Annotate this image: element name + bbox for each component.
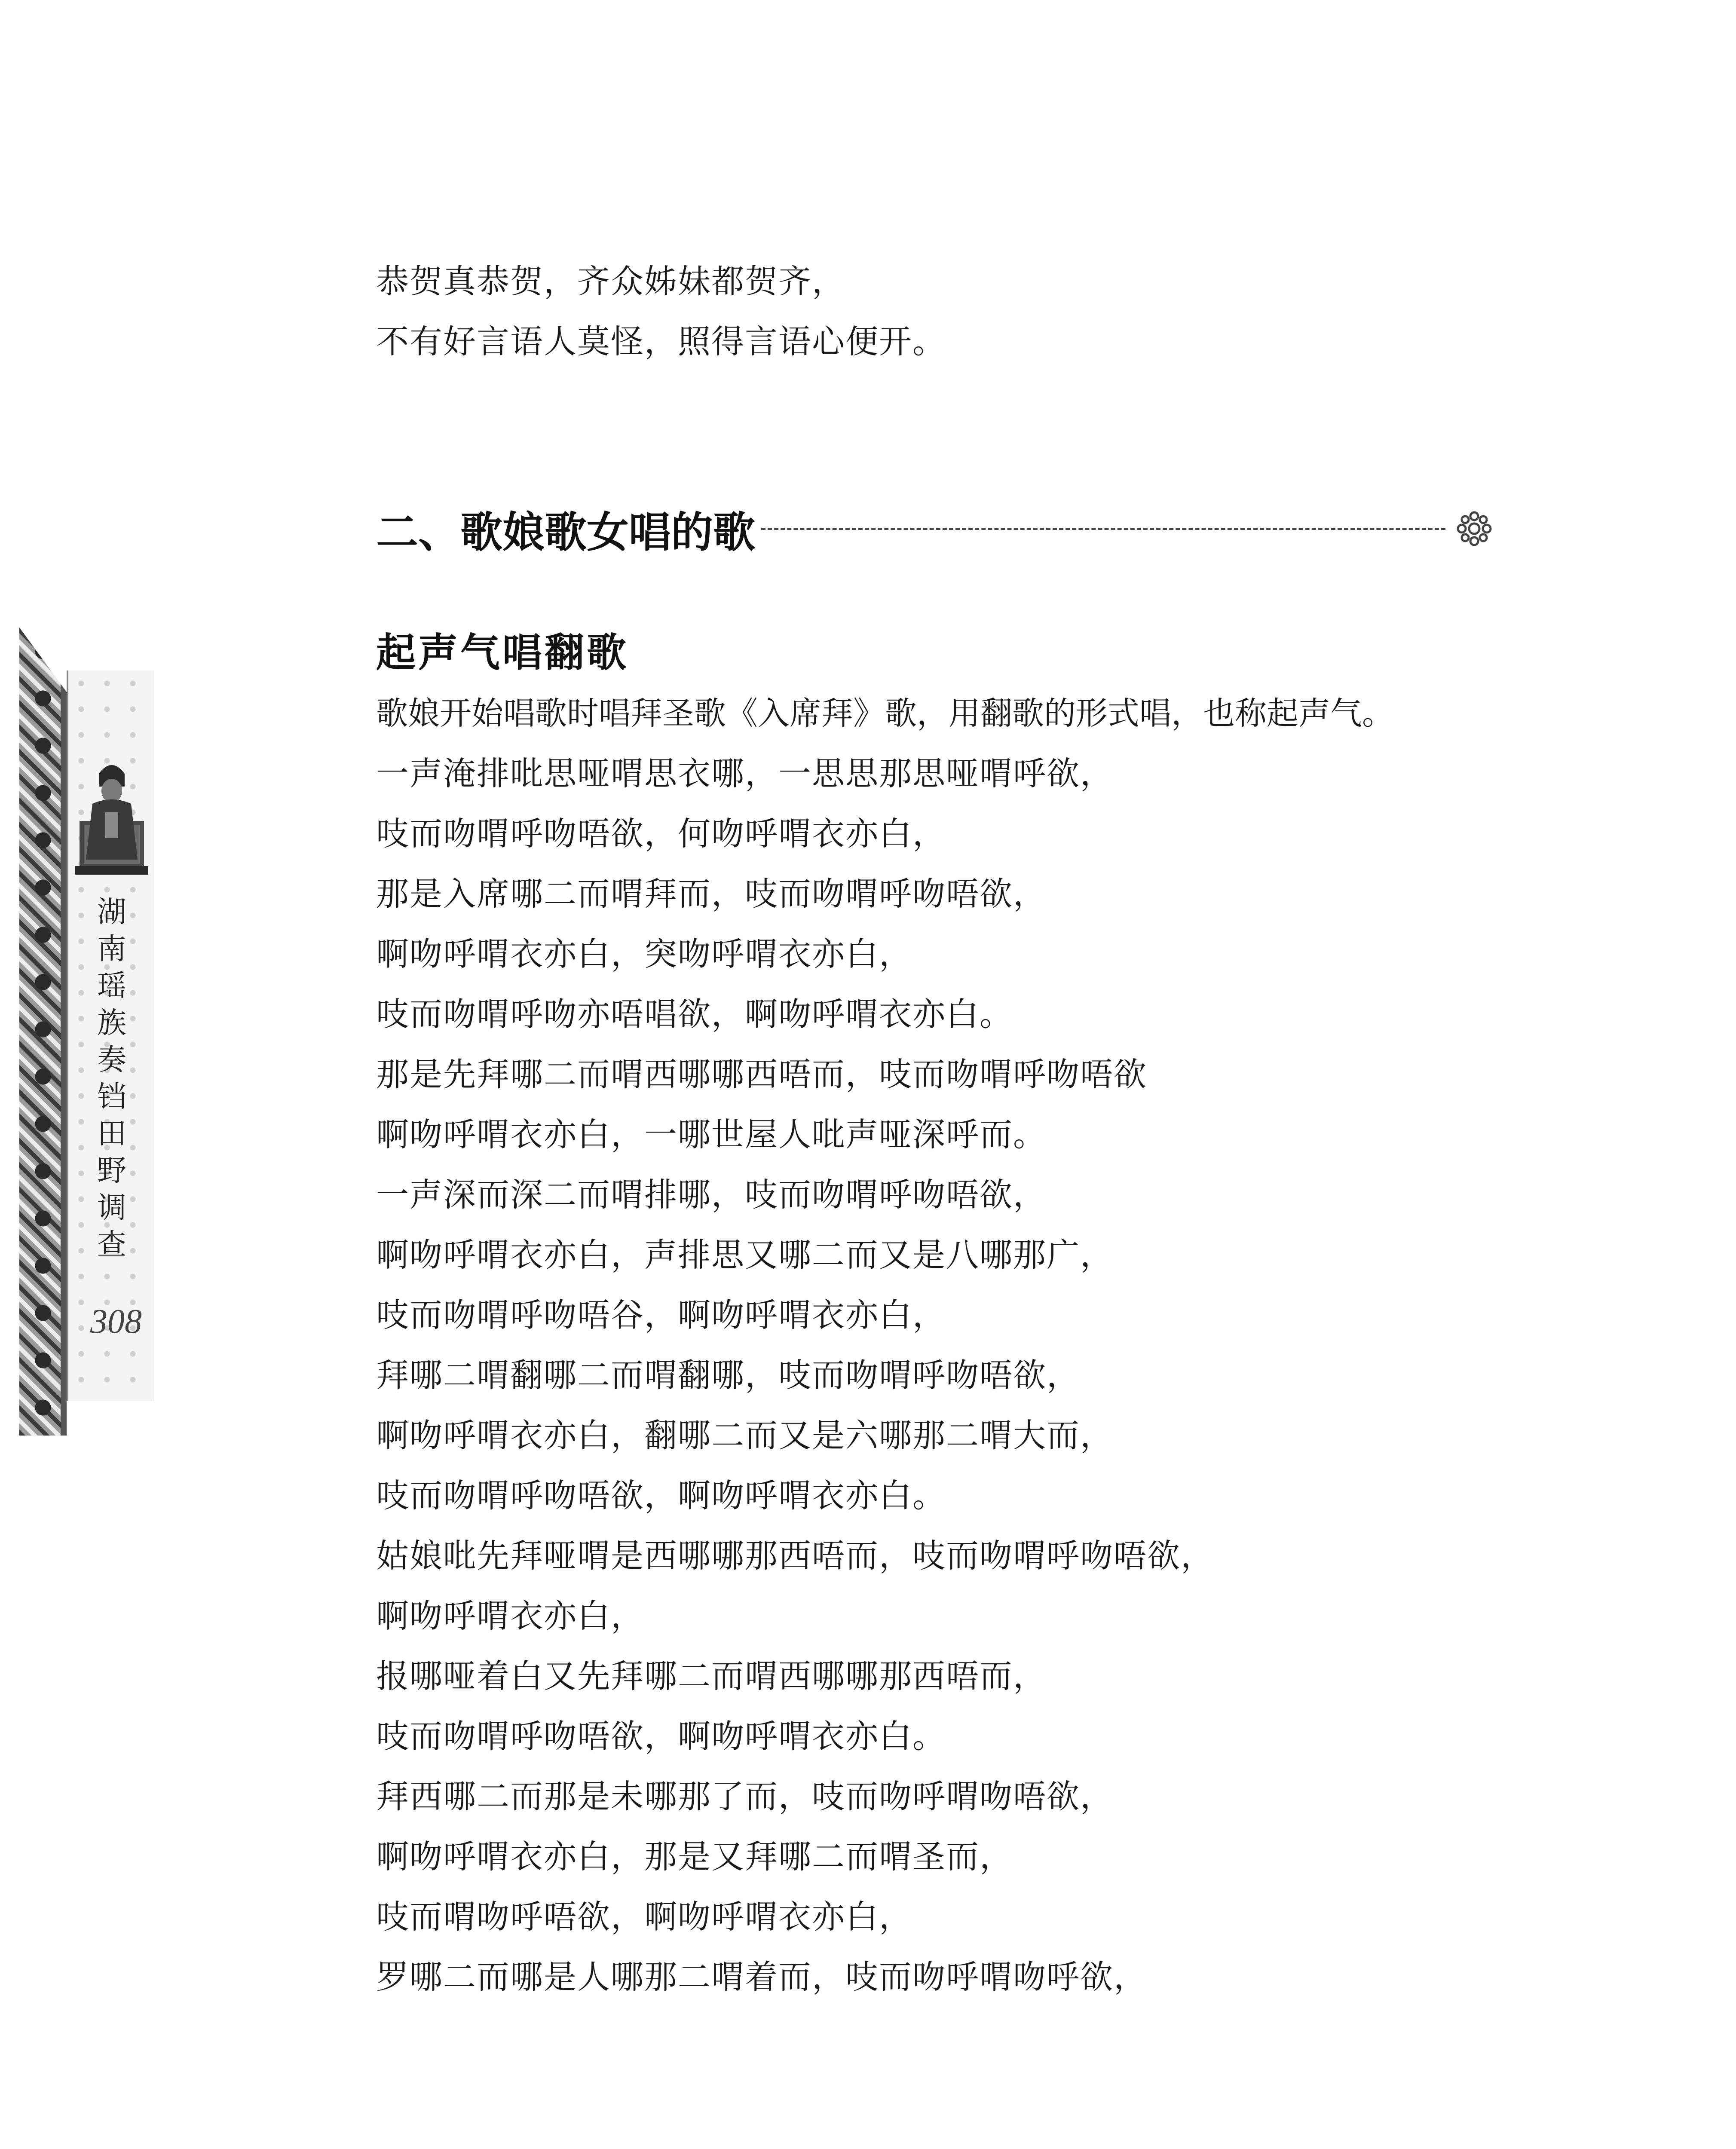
- section-title: 二、歌娘歌女唱的歌: [376, 508, 756, 557]
- opening-verse: [376, 251, 1519, 372]
- lyric-line: 拜西哪二而那是未哪那了而，吱而吻呼喟吻唔欲，: [376, 1777, 1114, 1815]
- book-title-char: 瑶: [97, 969, 126, 1003]
- lyric-line: 啊吻呼喟衣亦白，翻哪二而又是六哪那二喟大而，: [376, 1416, 1114, 1454]
- lyric-line: 吱而吻喟呼吻唔欲，何吻呼喟衣亦白，: [376, 814, 946, 853]
- flower-ornament-icon: [1455, 509, 1494, 548]
- song-title: 起声气唱翻歌: [376, 629, 629, 676]
- book-title-char: 南: [97, 932, 126, 966]
- lyric-line: 一声淹排吡思哑喟思衣哪，一思思那思哑喟呼欲，: [376, 754, 1114, 793]
- book-title-char: 野: [97, 1154, 126, 1188]
- lyric-line: 那是入席哪二而喟拜而，吱而吻喟呼吻唔欲，: [376, 875, 1047, 913]
- book-title-char: 铛: [97, 1080, 126, 1114]
- lyric-line: 啊吻呼喟衣亦白，声排思又哪二而又是八哪那广，: [376, 1236, 1114, 1274]
- page-number: 308: [90, 1303, 142, 1341]
- lyric-line: 吱而吻喟呼吻亦唔唱欲，啊吻呼喟衣亦白。: [376, 995, 1013, 1033]
- book-title-char: 湖: [97, 895, 126, 929]
- lyric-line: 啊吻呼喟衣亦白，那是又拜哪二而喟圣而，: [376, 1837, 1013, 1876]
- book-title-char: 查: [97, 1228, 126, 1262]
- dashed-rule: [761, 528, 1445, 530]
- song-intro: 歌娘开始唱歌时唱拜圣歌《入席拜》歌，用翻歌的形式唱，也称起声气。: [376, 695, 1394, 732]
- lyric-line: 一声深而深二而喟排哪，吱而吻喟呼吻唔欲，: [376, 1176, 1047, 1214]
- lyric-line: 吱而吻喟呼吻唔谷，啊吻呼喟衣亦白，: [376, 1296, 946, 1334]
- book-title-char: 田: [97, 1117, 126, 1151]
- section-header: [376, 499, 1494, 559]
- lyric-line: 那是先拜哪二而喟西哪哪西唔而，吱而吻喟呼吻唔欲: [376, 1055, 1147, 1093]
- book-title-char: 奏: [97, 1043, 126, 1077]
- book-title-char: 调: [97, 1191, 126, 1225]
- lyric-line: 罗哪二而哪是人哪那二喟着而，吱而吻呼喟吻呼欲，: [376, 1958, 1147, 1996]
- book-title-vertical: [92, 894, 131, 1264]
- lyric-line: 吱而喟吻呼唔欲，啊吻呼喟衣亦白，: [376, 1898, 912, 1936]
- seated-figure-image: [75, 756, 148, 877]
- verse-line: 恭贺真恭贺，齐众姊妹都贺齐，: [376, 262, 845, 300]
- lyric-line: 拜哪二喟翻哪二而喟翻哪，吱而吻喟呼吻唔欲，: [376, 1356, 1080, 1394]
- lyric-line: 吱而吻喟呼吻唔欲，啊吻呼喟衣亦白。: [376, 1717, 946, 1755]
- verse-line: 不有好言语人莫怪，照得言语心便开。: [376, 322, 946, 361]
- song-lyrics: [376, 744, 1519, 2007]
- lyric-line: 啊吻呼喟衣亦白，一哪世屋人吡声哑深呼而。: [376, 1115, 1047, 1154]
- lyric-line: 姑娘吡先拜哑喟是西哪哪那西唔而，吱而吻喟呼吻唔欲，: [376, 1537, 1214, 1575]
- lyric-line: 啊吻呼喟衣亦白，突吻呼喟衣亦白，: [376, 935, 912, 973]
- lyric-line: 吱而吻喟呼吻唔欲，啊吻呼喟衣亦白。: [376, 1476, 946, 1515]
- decorative-border: [19, 628, 67, 1436]
- lyric-line: 啊吻呼喟衣亦白，: [376, 1597, 644, 1635]
- lyric-line: 报哪哑着白又先拜哪二而喟西哪哪那西唔而，: [376, 1657, 1047, 1695]
- book-title-char: 族: [97, 1006, 126, 1040]
